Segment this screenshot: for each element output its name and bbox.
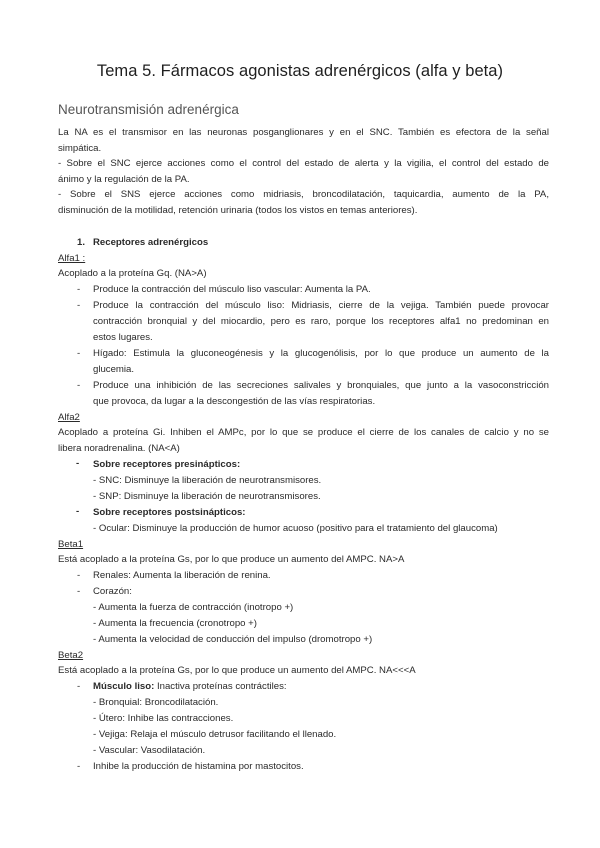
beta2-bullet-1 (93, 680, 287, 693)
alfa2-presynaptic-heading: Sobre receptores presinápticos: (93, 459, 241, 470)
alfa2-label: Alfa2 (58, 412, 80, 423)
list-heading: Receptores adrenérgicos (93, 237, 209, 248)
bullet-dash: - (77, 284, 81, 295)
bullet-dash: - (77, 380, 81, 391)
intro-p2-line2: ánimo y la regulación de la PA. (58, 174, 190, 185)
beta1-label: Beta1 (58, 539, 84, 550)
alfa1-desc: Acoplado a la proteína Gq. (NA>A) (58, 268, 207, 279)
bullet-dash: - (77, 761, 81, 772)
alfa1-bullet-3-line2: glucemia. (93, 364, 135, 375)
beta2-desc: Está acoplado a la proteína Gs, por lo que produce un aumento del AMPC. NA<<<A (58, 665, 416, 676)
intro-p1-line1: La NA es el transmisor en las neuronas posganglionares y en el SNC. También es efectora de la señal (58, 127, 549, 138)
beta2-smooth-item-4: - Vascular: Vasodilatación. (93, 745, 206, 756)
bullet-dash: - (77, 570, 81, 581)
alfa2-postsynaptic-heading: Sobre receptores postsinápticos: (93, 507, 246, 518)
alfa2-postsynaptic-item-1: - Ocular: Disminuye la producción de humor acuoso (positivo para el tratamiento del glaucoma) (93, 523, 498, 534)
alfa2-presynaptic-item-2: - SNP: Disminuye la liberación de neurotransmisores. (93, 491, 321, 502)
beta2-bullet-1-text: Inactiva proteínas contráctiles: (154, 681, 287, 692)
beta2-bullet-2: Inhibe la producción de histamina por mastocitos. (93, 761, 304, 772)
bullet-dash: - (76, 506, 80, 517)
bullet-dash: - (77, 348, 81, 359)
alfa2-desc-line2: libera noradrenalina. (NA<A) (58, 443, 180, 454)
beta2-bullet-1-heading: Músculo liso: (93, 681, 155, 692)
alfa1-label: Alfa1 : (58, 253, 86, 264)
beta2-smooth-item-1: - Bronquial: Broncodilatación. (93, 697, 219, 708)
alfa1-bullet-1: Produce la contracción del músculo liso vascular: Aumenta la PA. (93, 284, 371, 295)
intro-p3-line1: - Sobre el SNS ejerce acciones como midriasis, broncodilatación, taquicardia, aumento de la PA, (58, 189, 549, 200)
beta1-heart-item-3: - Aumenta la velocidad de conducción del impulso (dromotropo +) (93, 634, 373, 645)
beta1-heart-item-2: - Aumenta la frecuencia (cronotropo +) (93, 618, 257, 629)
intro-p3-line2: disminución de la motilidad, retención urinaria (todos los vistos en temas anteriores). (58, 205, 418, 216)
intro-p1-line2: simpática. (58, 143, 102, 154)
bullet-dash: - (77, 586, 81, 597)
alfa1-bullet-4-line1: Produce una inhibición de las secreciones salivales y bronquiales, que junto a la vasoconstricción (93, 380, 549, 391)
bullet-dash: - (77, 681, 81, 692)
beta1-bullet-1: Renales: Aumenta la liberación de renina. (93, 570, 271, 581)
list-number: 1. (77, 237, 86, 248)
alfa1-bullet-3-line1: Hígado: Estimula la gluconeogénesis y la glucogenólisis, por lo que produce un aumento de la (93, 348, 549, 359)
alfa2-desc-line1: Acoplado a proteína Gi. Inhiben el AMPc, por lo que se produce el cierre de los canales de calcio y no se (58, 427, 549, 438)
beta2-label: Beta2 (58, 650, 84, 661)
bullet-dash: - (76, 458, 80, 469)
page-title: Tema 5. Fármacos agonistas adrenérgicos (alfa y beta) (96, 62, 504, 80)
alfa2-presynaptic-item-1: - SNC: Disminuye la liberación de neurotransmisores. (93, 475, 322, 486)
alfa1-bullet-2-line2: contracción bronquial y del miocardio, pero es raro, porque los receptores alfa1 no predominan en (93, 316, 549, 327)
beta1-bullet-2: Corazón: (93, 586, 132, 597)
beta2-smooth-item-2: - Útero: Inhibe las contracciones. (93, 713, 234, 724)
alfa1-bullet-2-line1: Produce la contracción del músculo liso: Midriasis, cierre de la vejiga. También puede provocar (93, 300, 549, 311)
beta1-heart-item-1: - Aumenta la fuerza de contracción (inotropo +) (93, 602, 294, 613)
beta1-desc: Está acoplado a la proteína Gs, por lo que produce un aumento del AMPC. NA>A (58, 554, 405, 565)
alfa1-bullet-2-line3: estos lugares. (93, 332, 153, 343)
bullet-dash: - (77, 300, 81, 311)
alfa1-bullet-4-line2: que provoca, da lugar a la descongestión de las vías respiratorias. (93, 396, 376, 407)
intro-p2-line1: - Sobre el SNC ejerce acciones como el control del estado de alerta y la vigilia, el control del estado de (58, 158, 549, 169)
section-heading: Neurotransmisión adrenérgica (58, 102, 239, 117)
beta2-smooth-item-3: - Vejiga: Relaja el músculo detrusor facilitando el llenado. (93, 729, 337, 740)
